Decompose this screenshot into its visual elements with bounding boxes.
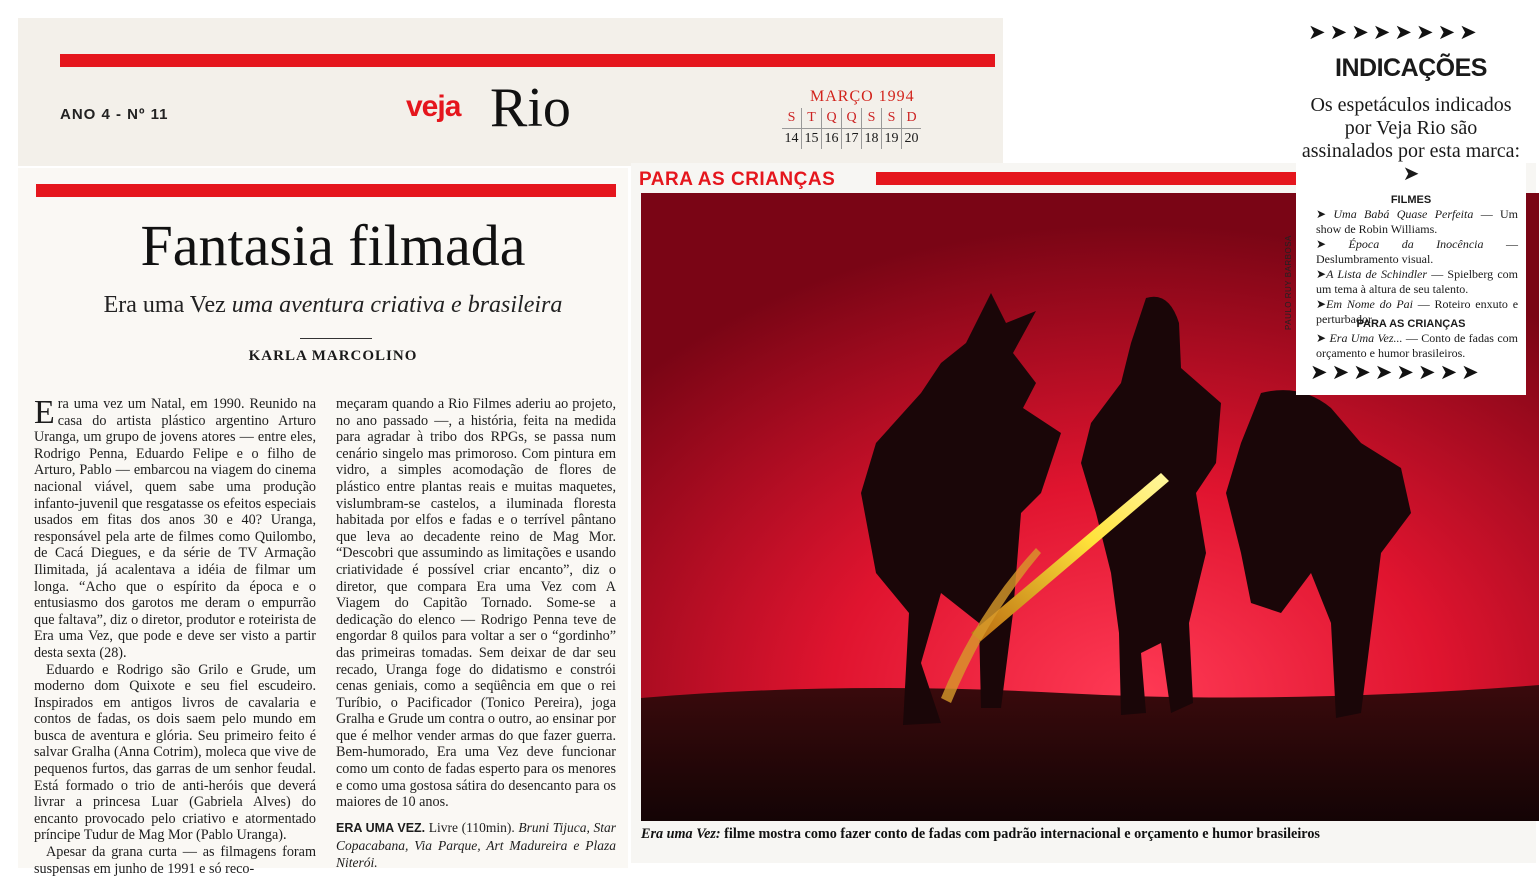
calendar-date: 20 <box>902 129 922 150</box>
calendar-date: 19 <box>882 129 902 150</box>
masthead-red-bar <box>60 54 995 67</box>
calendar-date: 17 <box>842 129 862 150</box>
calendar-day: D <box>902 108 922 129</box>
kids-list <box>1316 331 1518 361</box>
film-title: Uma Babá Quase Perfeita <box>1333 207 1474 221</box>
arrow-row-icon: ➤➤➤➤➤➤➤➤ <box>1310 360 1483 384</box>
photo-ground <box>641 685 1539 821</box>
issue-number: ANO 4 - Nº 11 <box>60 106 169 123</box>
section-label: PARA AS CRIANÇAS <box>639 169 836 190</box>
film-desc: — Spielberg com um tema à altura de seu talento. <box>1316 267 1519 296</box>
masthead-clipping <box>18 18 1003 166</box>
calendar-date: 14 <box>782 129 802 150</box>
film-title: Época da Inocência <box>1348 237 1484 251</box>
headline: Fantasia filmada <box>140 213 526 278</box>
logo-veja: veja <box>406 90 461 123</box>
calendar-day: Q <box>822 108 842 129</box>
calendar-day: Q <box>842 108 862 129</box>
paragraph-text: ra uma vez um Natal, em 1990. Reunido na casa do artista plástico argentino Arturo Uranga, um grupo de jovens atores — entre eles, Rodrigo Penna, Eduardo Felipe e o filho de Arturo, Pablo — embarcou na viagem do cinema nacional viável, quem sabe uma produção infanto-juvenil que resgatasse os efeitos especiais usados em fitas dos anos 30 e 40? Uranga, responsável pela arte de filmes como Quilombo, de Cacá Diegues, e da série de TV Armação Ilimitada, já acalentava a idéia de filmar um longa. “Acho que o espírito da época e o entusiasmo dos garotos me deram o empurrão que faltava”, diz o diretor, produtor e roteirista de Era uma Vez, que pode e deve ser visto a partir desta sexta (28). <box>34 396 316 661</box>
calendar-date: 18 <box>862 129 882 150</box>
films-heading: FILMES <box>1390 194 1432 206</box>
films-list <box>1316 207 1518 327</box>
calendar-month: MARÇO 1994 <box>810 88 915 105</box>
paragraph: Eduardo e Rodrigo são Grilo e Grude, um moderno dom Quixote e seu fiel escudeiro. Inspirados em antigos livros de cavalaria e contos de fadas, os dois saem pelo mundo em busca de aventura e glória. Seu primeiro feito é salvar Gralha (Anna Cotrim), moleca que vive de pequenos furtos, das garras de um senhor feudal. Está formado o trio de anti-heróis que deverá livrar a princesa Luar (Gabriela Alves) do encanto provocado pelo criativo e atormentado príncipe Tudur de Mag Mor (Pablo Uranga). <box>34 661 316 844</box>
photo-caption <box>641 826 1531 843</box>
subhead-rest: uma aventura criativa e brasileira <box>231 292 563 318</box>
text-column-1 <box>34 396 316 877</box>
credits-title: ERA UMA VEZ. <box>336 820 426 835</box>
film-title: Era Uma Vez... <box>1329 331 1403 345</box>
subheadline <box>18 292 648 319</box>
text-column-2 <box>336 396 616 871</box>
calendar-day: S <box>862 108 882 129</box>
calendar-day: T <box>802 108 822 129</box>
logo-rio: Rio <box>490 77 571 139</box>
article-clipping <box>18 168 628 877</box>
arrow-icon: ➤ <box>1316 207 1334 221</box>
arrow-row-icon: ➤➤➤➤➤➤➤➤ <box>1308 20 1481 44</box>
drop-cap: E <box>34 394 55 431</box>
film-desc: — Roteiro enxuto e perturbador. <box>1316 297 1519 326</box>
film-title: Em Nome do Pai <box>1326 297 1413 311</box>
calendar-date: 16 <box>822 129 842 150</box>
recommendations-title: INDICAÇÕES <box>1335 54 1487 82</box>
film-desc: — Um show de Robin Williams. <box>1316 207 1519 236</box>
kids-heading: PARA AS CRIANÇAS <box>1356 318 1466 330</box>
arrow-icon: ➤ <box>1316 331 1330 345</box>
calendar-date: 15 <box>802 129 822 150</box>
film-desc: — Conto de fadas com orçamento e humor brasileiros. <box>1316 331 1519 360</box>
article-red-bar <box>36 184 616 197</box>
recommendations-box <box>1296 20 1526 395</box>
list-item <box>1316 207 1518 236</box>
recommendations-intro: Os espetáculos indicados por Veja Rio são assinalados por esta marca: ➤ <box>1301 94 1521 185</box>
film-credits <box>336 819 616 871</box>
calendar-day: S <box>882 108 902 129</box>
photo-credit: PAULO RUY BARBOSA <box>1284 235 1293 330</box>
subhead-title: Era uma Vez <box>103 292 226 318</box>
paragraph: Apesar da grana curta — as filmagens foram suspensas em junho de 1991 e só reco- <box>34 844 316 877</box>
calendar-day: S <box>787 110 796 125</box>
byline: KARLA MARCOLINO <box>248 348 418 364</box>
list-item <box>1316 237 1518 266</box>
paragraph <box>34 396 316 662</box>
list-item <box>1316 267 1518 296</box>
byline-rule <box>300 338 372 339</box>
list-item <box>1316 331 1518 360</box>
week-calendar <box>782 108 921 149</box>
caption-text: filme mostra como fazer conto de fadas com padrão internacional e orçamento e humor brasileiros <box>724 826 1320 842</box>
arrow-icon: ➤ <box>1316 297 1327 311</box>
caption-lead: Era uma Vez: <box>641 826 721 842</box>
arrow-icon: ➤ <box>1316 267 1327 281</box>
film-desc: — Deslumbramento visual. <box>1316 237 1518 266</box>
credits-venues: Bruni Tijuca, Star Copacabana, Via Parque, Art Madureira e Plaza Niterói. <box>336 819 617 870</box>
arrow-icon: ➤ <box>1316 237 1349 251</box>
credits-rating: Livre (110min). <box>428 819 515 835</box>
film-title: A Lista de Schindler <box>1326 267 1428 281</box>
paragraph: meçaram quando a Rio Filmes aderiu ao projeto, no ano passado —, a história, feita na medida para agradar à tribo dos RPGs, se passa num cenário singelo mas primoroso. Com pintura em vidro, a simples acomodação de flores de plástico entre plantas reais e muitas maquetes, vislumbram-se castelos, a iluminada floresta habitada por elfos e fadas e o terrível pântano que leva ao decadente reino de Mag Mor. “Descobri que assumindo as limitações e usando criatividade é possível criar encanto”, diz o diretor, que compara Era uma Vez com A Viagem do Capitão Tornado. Some-se a dedicação do elenco — Rodrigo Penna teve de engordar 8 quilos para voltar a ser o “gordinho” das primeiras tomadas. Sem deixar de dar seu recado, Uranga foge do didatismo e constrói cenas geniais, como a seqüência em que o rei Turíbio, o Pacificador (Tonico Pereira), joga Gralha e Grude um contra o outro, ao ensinar por que é melhor vender armas do que fazer guerra. Bem-humorado, Era uma Vez deve funcionar como um conto de fadas esperto para os menores e como uma gostosa sátira do desencanto para os maiores de 10 anos. <box>336 396 616 811</box>
